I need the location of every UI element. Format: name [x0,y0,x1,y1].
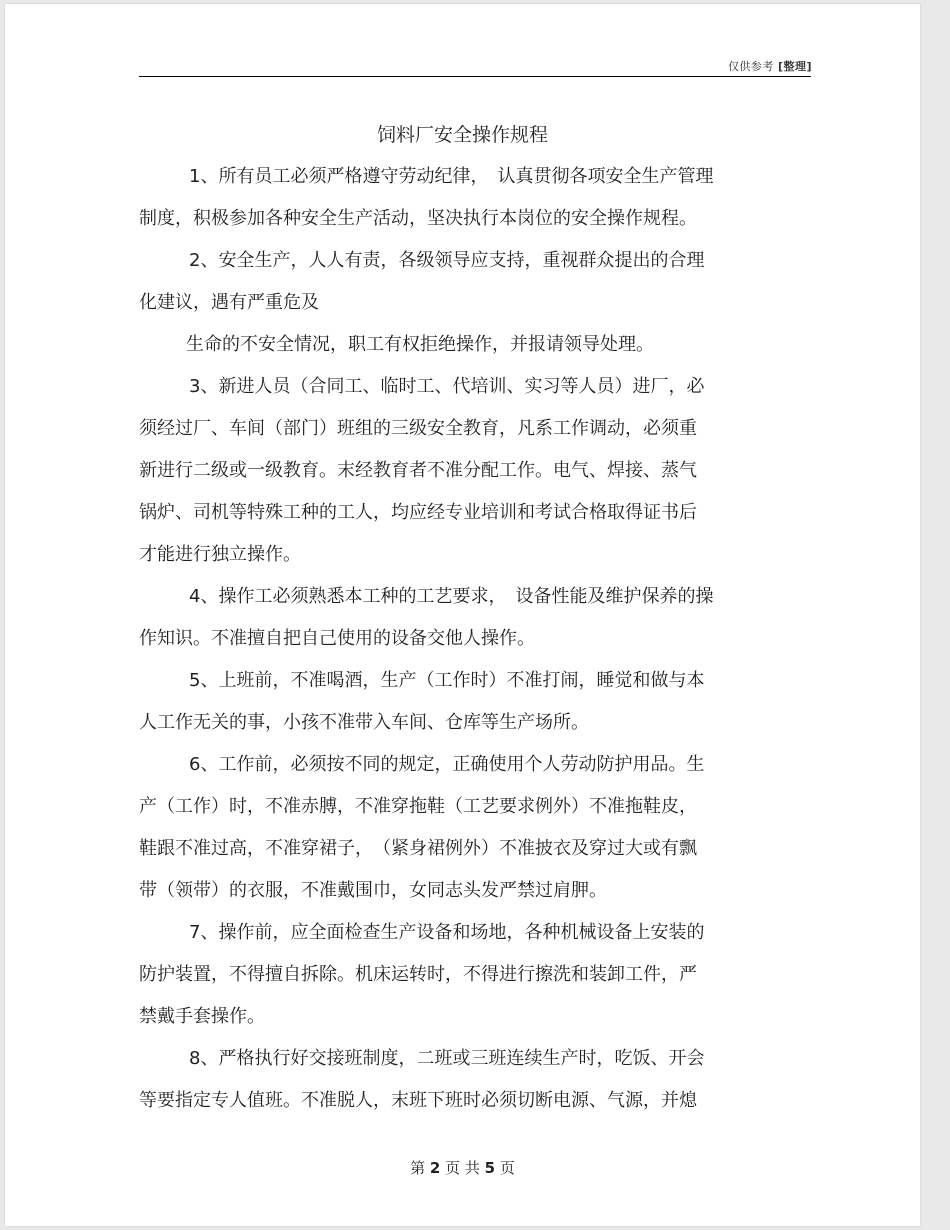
current-page-number: 2 [429,1159,441,1177]
text-line: 须经过厂、车间（部门）班组的三级安全教育，凡系工作调动，必须重 [139,418,697,439]
total-pages-number: 5 [484,1159,496,1177]
footer-middle: 页 共 [445,1159,480,1177]
text-line: 带（领带）的衣服，不准戴围巾，女同志头发严禁过肩胛。 [139,880,607,901]
text-line: 防护装置，不得擅自拆除。机床运转时，不得进行擦洗和装卸工件，严 [139,964,697,985]
text-line: 禁戴手套操作。 [139,1006,265,1027]
text-line: 产（工作）时，不准赤膊，不准穿拖鞋（工艺要求例外）不准拖鞋皮， [139,796,697,817]
text-line: 鞋跟不准过高，不准穿裙子， （紧身裙例外）不准披衣及穿过大或有飘 [139,838,697,859]
text-line: 6、工作前，必须按不同的规定，正确使用个人劳动防护用品。生 [189,754,705,775]
text-line: 5、上班前，不准喝酒，生产（工作时）不准打闹，睡觉和做与本 [189,670,705,691]
text-line: 7、操作前，应全面检查生产设备和场地，各种机械设备上安装的 [189,922,705,943]
text-line: 4、操作工必须熟悉本工种的工艺要求， 设备性能及维护保养的操 [189,586,714,607]
text-line: 3、新进人员（合同工、临时工、代培训、实习等人员）进厂，必 [189,376,705,397]
text-line: 制度，积极参加各种安全生产活动，坚决执行本岗位的安全操作规程。 [139,208,697,229]
text-line: 化建议，遇有严重危及 [139,292,319,313]
text-line: 1、所有员工必须严格遵守劳动纪律， 认真贯彻各项安全生产管理 [189,166,714,187]
footer-prefix: 第 [410,1159,426,1177]
header-note: 仅供参考 [727,60,774,73]
document-body [139,156,811,1122]
page-footer [5,1157,920,1178]
text-line: 锅炉、司机等特殊工种的工人，均应经专业培训和考试合格取得证书后 [139,502,697,523]
page-header [728,58,812,74]
document-page [5,4,920,1226]
text-line: 生命的不安全情况，职工有权拒绝操作，并报请领导处理。 [186,334,654,355]
text-line: 等要指定专人值班。不准脱人，末班下班时必须切断电源、气源，并熄 [139,1090,697,1111]
header-divider [139,76,811,77]
document-title: 饲料厂安全操作规程 [376,124,548,146]
text-line: 作知识。不准擅自把自己使用的设备交他人操作。 [139,628,535,649]
text-line: 8、严格执行好交接班制度，二班或三班连续生产时，吃饭、开会 [189,1048,705,1069]
text-line: 2、安全生产，人人有责，各级领导应支持，重视群众提出的合理 [189,250,705,271]
text-line: 才能进行独立操作。 [139,544,301,565]
footer-suffix: 页 [499,1159,515,1177]
header-tag: [整理] [777,60,812,73]
text-line: 人工作无关的事，小孩不准带入车间、仓库等生产场所。 [139,712,589,733]
text-line: 新进行二级或一级教育。末经教育者不准分配工作。电气、焊接、蒸气 [139,460,697,481]
